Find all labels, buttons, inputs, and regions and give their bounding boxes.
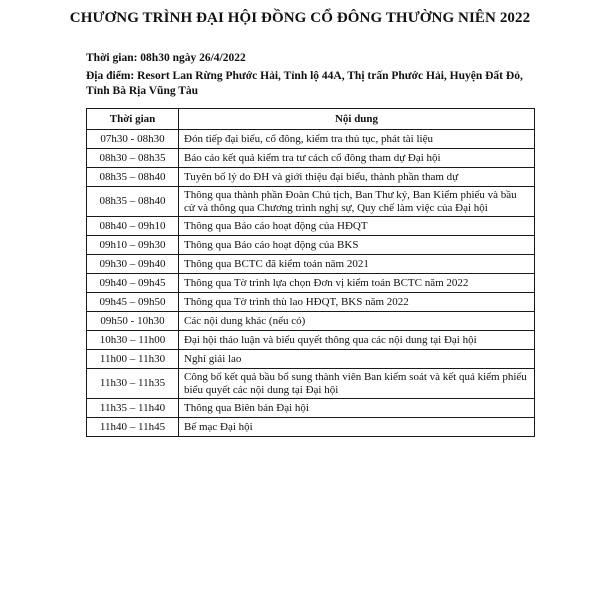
row-content: Đón tiếp đại biểu, cổ đông, kiểm tra thủ tục, phát tài liệu xyxy=(179,130,535,149)
table-row xyxy=(87,399,535,418)
row-time: 08h35 – 08h40 xyxy=(87,168,179,187)
table-row xyxy=(87,418,535,437)
row-time: 09h50 - 10h30 xyxy=(87,312,179,331)
row-content: Thông qua Báo cáo hoạt động của HĐQT xyxy=(179,217,535,236)
table-row xyxy=(87,130,535,149)
row-content: Nghỉ giải lao xyxy=(179,350,535,369)
row-time: 09h10 – 09h30 xyxy=(87,236,179,255)
row-time: 11h35 – 11h40 xyxy=(87,399,179,418)
table-row xyxy=(87,149,535,168)
row-content: Thông qua Báo cáo hoạt động của BKS xyxy=(179,236,535,255)
row-content: Bế mạc Đại hội xyxy=(179,418,535,437)
meeting-time: Thời gian: 08h30 ngày 26/4/2022 xyxy=(86,52,246,64)
row-content: Các nội dung khác (nếu có) xyxy=(179,312,535,331)
table-row xyxy=(87,350,535,369)
table-row xyxy=(87,217,535,236)
row-content: Báo cáo kết quả kiểm tra tư cách cổ đông tham dự Đại hội xyxy=(179,149,535,168)
row-content: Tuyên bố lý do ĐH và giới thiệu đại biểu, thành phần tham dự xyxy=(179,168,535,187)
header-content: Nội dung xyxy=(179,109,535,130)
row-content: Công bố kết quả bầu bổ sung thành viên Ban kiểm soát và kết quả kiểm phiếu biểu quyết các nội dung tại Đại hội xyxy=(179,369,535,399)
table-row xyxy=(87,331,535,350)
row-content: Thông qua Tờ trình lựa chọn Đơn vị kiểm toán BCTC năm 2022 xyxy=(179,274,535,293)
meeting-place: Địa điểm: Resort Lan Rừng Phước Hải, Tỉnh lộ 44A, Thị trấn Phước Hải, Huyện Đất Đỏ, Tỉnh Bà Rịa Vũng Tàu xyxy=(86,70,523,97)
table-row xyxy=(87,369,535,399)
row-content: Đại hội thảo luận và biểu quyết thông qua các nội dung tại Đại hội xyxy=(179,331,535,350)
document-title: CHƯƠNG TRÌNH ĐẠI HỘI ĐỒNG CỔ ĐÔNG THƯỜNG NIÊN 2022 xyxy=(69,10,531,26)
table-row xyxy=(87,255,535,274)
row-time: 09h40 – 09h45 xyxy=(87,274,179,293)
table-row xyxy=(87,293,535,312)
row-time: 09h30 – 09h40 xyxy=(87,255,179,274)
table-row xyxy=(87,312,535,331)
row-content: Thông qua BCTC đã kiểm toán năm 2021 xyxy=(179,255,535,274)
schedule-table xyxy=(86,108,535,437)
row-time: 10h30 – 11h00 xyxy=(87,331,179,350)
row-content: Thông qua Tờ trình thù lao HĐQT, BKS năm 2022 xyxy=(179,293,535,312)
row-time: 09h45 – 09h50 xyxy=(87,293,179,312)
table-row xyxy=(87,236,535,255)
row-time: 08h35 – 08h40 xyxy=(87,187,179,217)
row-time: 08h40 – 09h10 xyxy=(87,217,179,236)
row-time: 11h30 – 11h35 xyxy=(87,369,179,399)
table-row xyxy=(87,274,535,293)
row-content: Thông qua Biên bản Đại hội xyxy=(179,399,535,418)
table-row xyxy=(87,187,535,217)
table-header-row xyxy=(87,109,535,130)
row-time: 11h40 – 11h45 xyxy=(87,418,179,437)
row-time: 07h30 - 08h30 xyxy=(87,130,179,149)
row-time: 11h00 – 11h30 xyxy=(87,350,179,369)
row-content: Thông qua thành phần Đoàn Chủ tịch, Ban Thư ký, Ban Kiểm phiếu và bầu cử và thông qua Chương trình nghị sự, Quy chế làm việc của Đại hội xyxy=(179,187,535,217)
table-row xyxy=(87,168,535,187)
row-time: 08h30 – 08h35 xyxy=(87,149,179,168)
header-time: Thời gian xyxy=(87,109,179,130)
